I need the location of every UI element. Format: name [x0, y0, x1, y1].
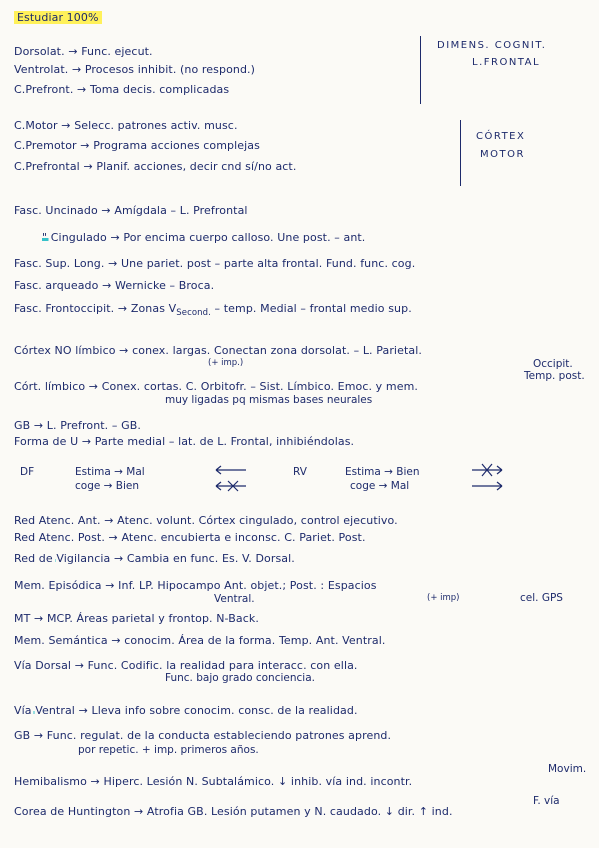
definition: – temp. Medial – frontal medio sup. — [210, 302, 412, 315]
note-line — [14, 806, 593, 818]
definition: → Une pariet. post – parte alta frontal. Fund. func. cog. — [108, 257, 416, 270]
note-line — [14, 345, 593, 357]
term: Fasc. arqueado — [14, 279, 99, 292]
definition-continued: por repetic. + imp. primeros años. — [78, 744, 259, 756]
note-line — [14, 84, 593, 96]
definition: → conocim. Área de la forma. Temp. Ant. Ventral. — [111, 634, 386, 647]
note-line — [42, 232, 593, 244]
term: Fasc. Frontoccipit. — [14, 302, 115, 315]
definition: → Zonas V — [117, 302, 177, 315]
df-label: DF — [20, 466, 35, 478]
note-line — [14, 580, 593, 592]
term: C.Motor — [14, 119, 58, 132]
subscript: Second. — [176, 308, 211, 319]
definition: → Toma decis. complicadas — [77, 83, 230, 96]
note-line — [14, 420, 593, 432]
df-row: coge → Bien — [75, 480, 140, 492]
term: Red Atenc. Post. — [14, 531, 105, 544]
term: Corea de Huntington — [14, 805, 131, 818]
term: C.Premotor — [14, 139, 77, 152]
definition: → Func. regulat. de la conducta estableciendo patrones aprend. — [33, 729, 392, 742]
term: C.Prefront. — [14, 83, 74, 96]
note-line — [14, 436, 593, 448]
note-line — [14, 515, 593, 527]
side-label: L.FRONTAL — [472, 57, 541, 68]
term: MT — [14, 612, 31, 625]
side-label: CÓRTEX — [476, 131, 526, 142]
rv-row: coge → Mal — [350, 480, 410, 492]
definition: → Selecc. patrones activ. musc. — [61, 119, 238, 132]
definition: → Atrofia GB. Lesión putamen y N. caudado. ↓ dir. ↑ ind. — [134, 805, 453, 818]
note-line — [14, 635, 593, 647]
note-line — [14, 660, 593, 672]
note-line — [14, 280, 593, 292]
note: F. vía — [533, 795, 560, 807]
note-line — [14, 613, 593, 625]
bracket — [420, 36, 421, 104]
term: Vía Dorsal — [14, 659, 72, 672]
note-line — [14, 776, 593, 788]
crossed-arrows-icon — [210, 462, 250, 496]
definition: → conex. largas. Conectan zona dorsolat. – L. Parietal. — [119, 344, 422, 357]
term: Córt. límbico — [14, 380, 86, 393]
bracket — [460, 120, 461, 186]
note-line — [14, 161, 593, 173]
page-title: Estudiar 100% — [14, 12, 593, 24]
definition: → Inf. LP. Hipocampo Ant. objet.; Post. : Espacios — [105, 579, 377, 592]
term: GB — [14, 729, 31, 742]
term: Córtex NO límbico — [14, 344, 116, 357]
note-line — [14, 258, 593, 270]
note: Temp. post. — [524, 370, 585, 382]
definition: → Amígdala – L. Prefrontal — [101, 204, 248, 217]
note-line — [14, 553, 593, 565]
definition: → Hiperc. Lesión N. Subtalámico. ↓ inhib. vía ind. incontr. — [90, 775, 413, 788]
term: Forma de U — [14, 435, 79, 448]
term: Red Atenc. Ant. — [14, 514, 101, 527]
definition: → Func. ejecut. — [68, 45, 153, 58]
definition: → Planif. acciones, decir cnd sí/no act. — [83, 160, 297, 173]
definition: → Atenc. volunt. Córtex cingulado, control ejecutivo. — [104, 514, 398, 527]
rv-row: Estima → Bien — [345, 466, 420, 478]
note-line — [14, 705, 593, 717]
note: cel. GPS — [520, 592, 563, 604]
side-label: DIMENS. COGNIT. — [437, 40, 547, 51]
note: (+ imp.) — [208, 358, 244, 368]
note: Occipit. — [533, 358, 573, 370]
term: Dorsolat. — [14, 45, 65, 58]
df-row: Estima → Mal — [75, 466, 145, 478]
definition: → MCP. Áreas parietal y frontop. N-Back. — [34, 612, 259, 625]
definition: → Atenc. encubierta e inconsc. C. Pariet. Post. — [108, 531, 366, 544]
definition: → Cambia en func. Es. V. Dorsal. — [113, 552, 295, 565]
note: Movim. — [548, 763, 587, 775]
term: Hemibalismo — [14, 775, 87, 788]
note-line — [14, 532, 593, 544]
definition: → Procesos inhibit. (no respond.) — [71, 63, 256, 76]
note-line — [14, 303, 593, 319]
term: Fasc. Uncinado — [14, 204, 98, 217]
note: (+ imp) — [427, 593, 460, 603]
note-line — [14, 205, 593, 217]
definition-continued: Func. bajo grado conciencia. — [165, 672, 315, 684]
term: Mem. Episódica — [14, 579, 102, 592]
definition: → Parte medial – lat. de L. Frontal, inhibiéndolas. — [81, 435, 355, 448]
term: C.Prefrontal — [14, 160, 80, 173]
term: " Cingulado — [42, 231, 107, 244]
definition: → Conex. cortas. C. Orbitofr. – Sist. Límbico. Emoc. y mem. — [88, 380, 418, 393]
definition: → Programa acciones complejas — [80, 139, 260, 152]
definition: → L. Prefront. – GB. — [33, 419, 141, 432]
definition-continued: Ventral. — [214, 593, 255, 605]
definition-continued: muy ligadas pq mismas bases neurales — [165, 394, 373, 406]
term: Ventrolat. — [14, 63, 69, 76]
side-label: MOTOR — [480, 149, 525, 160]
term: Fasc. Sup. Long. — [14, 257, 105, 270]
note-line — [14, 381, 593, 393]
rv-label: RV — [293, 466, 307, 478]
definition: → Por encima cuerpo calloso. Une post. – ant. — [110, 231, 366, 244]
term: Red de Vigilancia — [14, 552, 111, 565]
term: Mem. Semántica — [14, 634, 108, 647]
note-line — [14, 730, 593, 742]
definition: → Func. Codific. la realidad para interacc. con ella. — [74, 659, 358, 672]
term: Vía Ventral — [14, 704, 75, 717]
definition: → Lleva info sobre conocim. consc. de la realidad. — [78, 704, 358, 717]
term: GB — [14, 419, 31, 432]
crossed-arrows-icon — [468, 460, 508, 494]
definition: → Wernicke – Broca. — [102, 279, 215, 292]
